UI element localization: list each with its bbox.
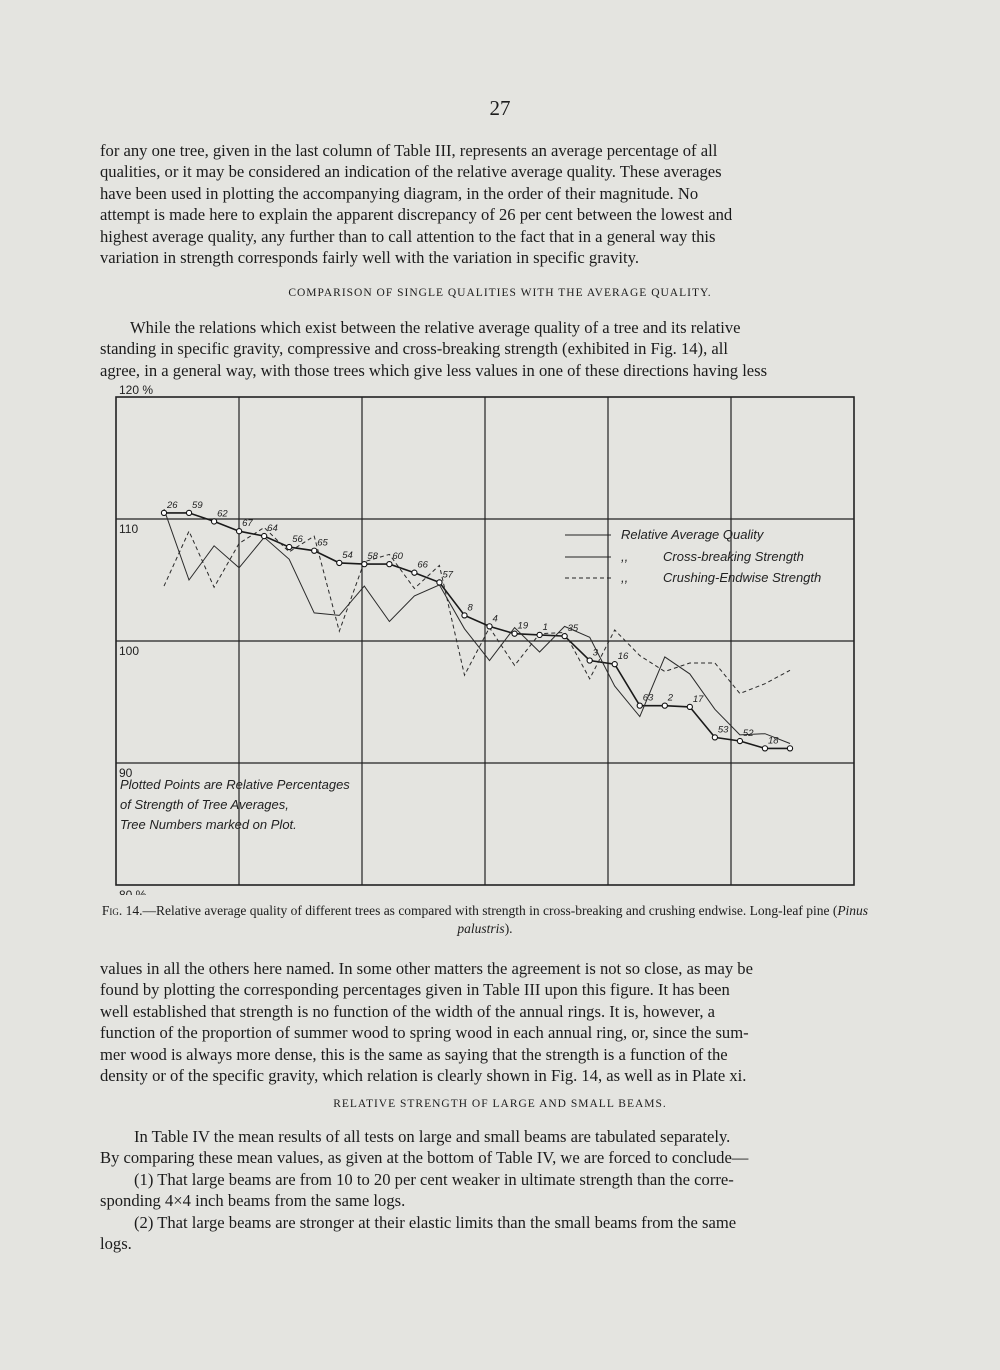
tree-number-label: 3 bbox=[592, 647, 598, 659]
data-point bbox=[337, 560, 342, 565]
paragraph-comparison bbox=[100, 317, 868, 381]
text-line: density or of the specific gravity, which relation is clearly shown in Fig. 14, as well as in Plate xi. bbox=[100, 1066, 747, 1086]
data-point bbox=[387, 562, 392, 567]
data-point bbox=[462, 613, 467, 618]
tree-number-label: 59 bbox=[192, 499, 203, 511]
paragraph-beams bbox=[100, 1126, 868, 1254]
page-number: 27 bbox=[489, 96, 511, 120]
text-line: variation in strength corresponds fairly well with the variation in specific gravity. bbox=[100, 248, 639, 268]
series-line-2 bbox=[164, 509, 790, 743]
tree-number-label: 18 bbox=[767, 735, 779, 747]
text-line: sponding 4×4 inch beams from the same logs. bbox=[100, 1191, 406, 1211]
data-point bbox=[412, 570, 417, 575]
caption-fig-label: Fig. 14. bbox=[101, 903, 143, 918]
data-point bbox=[237, 529, 242, 534]
data-point bbox=[787, 746, 792, 751]
tree-number-label: 63 bbox=[642, 692, 654, 704]
text-line: attempt is made here to explain the apparent discrepancy of 26 per cent between the lowest and bbox=[100, 205, 733, 225]
tree-number-label: 26 bbox=[167, 499, 178, 511]
chart-note-line: of Strength of Tree Averages, bbox=[120, 797, 289, 812]
data-point bbox=[637, 703, 642, 708]
section-heading: RELATIVE STRENGTH OF LARGE AND SMALL BEAMS. bbox=[333, 1098, 667, 1110]
text-line: values in all the others here named. In some other matters the agreement is not so close, as may be bbox=[100, 959, 753, 978]
data-point bbox=[287, 544, 292, 549]
data-point bbox=[762, 746, 767, 751]
data-point bbox=[687, 704, 692, 709]
data-point bbox=[362, 562, 367, 567]
text-line: for any one tree, given in the last column of Table III, represents an average percentage of all bbox=[100, 141, 718, 160]
text-line: function of the proportion of summer wood to spring wood in each annual ring, or, since the sum- bbox=[100, 1023, 749, 1043]
tree-number-label: 17 bbox=[692, 693, 704, 705]
section-heading: COMPARISON OF SINGLE QUALITIES WITH THE AVERAGE QUALITY. bbox=[288, 287, 712, 299]
text-line: well established that strength is no function of the width of the annual rings. It is, however, a bbox=[100, 1001, 716, 1021]
text-line: By comparing these mean values, as given at the bottom of Table IV, we are forced to conclude— bbox=[100, 1148, 749, 1168]
tree-number-label: 16 bbox=[617, 651, 629, 663]
text-line: highest average quality, any further than to call attention to the fact that in a general way this bbox=[100, 226, 716, 246]
tree-number-label: 62 bbox=[217, 508, 228, 520]
legend-mark: ,, bbox=[621, 549, 629, 564]
text-line: found by plotting the corresponding percentages given in Table III upon this figure. It has been bbox=[100, 980, 730, 1000]
paragraph-density bbox=[100, 958, 868, 1086]
text-line: In Table IV the mean results of all tests on large and small beams are tabulated separately. bbox=[134, 1127, 731, 1146]
tree-number-label: 56 bbox=[292, 534, 303, 546]
tree-number-label: 4 bbox=[492, 613, 498, 625]
tree-number-label: 57 bbox=[442, 569, 454, 581]
y-tick-label: 120 % bbox=[119, 385, 154, 397]
tree-number-label: 1 bbox=[542, 621, 548, 633]
data-point bbox=[161, 510, 166, 515]
text-line: While the relations which exist between the relative average quality of a tree and its relative bbox=[130, 318, 741, 337]
tree-number-label: 66 bbox=[417, 559, 428, 571]
tree-number-label: 58 bbox=[367, 551, 378, 563]
tree-number-label: 54 bbox=[342, 549, 353, 561]
tree-number-label: 35 bbox=[567, 623, 579, 635]
text-line: (1) That large beams are from 10 to 20 per cent weaker in ultimate strength than the corre- bbox=[134, 1169, 734, 1189]
tree-number-label: 67 bbox=[242, 518, 253, 530]
data-point bbox=[662, 703, 667, 708]
data-point bbox=[587, 658, 592, 663]
text-line: (2) That large beams are stronger at their elastic limits than the small beams from the same bbox=[134, 1212, 737, 1232]
tree-number-label: 19 bbox=[517, 620, 529, 632]
data-point bbox=[211, 519, 216, 524]
legend-mark: ,, bbox=[621, 570, 629, 585]
tree-number-label: 8 bbox=[467, 602, 473, 614]
data-point bbox=[487, 624, 492, 629]
data-point bbox=[612, 662, 617, 667]
tree-number-label: 52 bbox=[742, 728, 754, 740]
caption-species: Pinus palustris bbox=[457, 903, 869, 936]
y-tick-label: 80 % bbox=[119, 888, 147, 895]
text-line: qualities, or it may be considered an indication of the relative average quality. These averages bbox=[100, 162, 722, 182]
legend-label: Relative Average Quality bbox=[621, 527, 764, 542]
tree-number-label: 53 bbox=[717, 724, 729, 736]
tree-number-label: 64 bbox=[267, 523, 278, 535]
caption-end: ). bbox=[504, 921, 513, 936]
chart-note-line: Tree Numbers marked on Plot. bbox=[120, 817, 297, 832]
intro-paragraph bbox=[100, 140, 868, 268]
figure-14-chart bbox=[100, 385, 870, 895]
text-line: logs. bbox=[100, 1234, 132, 1254]
data-point bbox=[312, 548, 317, 553]
y-tick-label: 100 bbox=[119, 644, 140, 658]
text-line: agree, in a general way, with those trees which give less values in one of these directions having less bbox=[100, 360, 768, 380]
data-point bbox=[512, 631, 517, 636]
data-point bbox=[562, 634, 567, 639]
legend-label: Crushing-Endwise Strength bbox=[663, 570, 822, 585]
legend-label: Cross-breaking Strength bbox=[663, 549, 804, 564]
text-line: standing in specific gravity, compressive and cross-breaking strength (exhibited in Fig. 14), all bbox=[100, 339, 728, 359]
data-point bbox=[437, 580, 442, 585]
chart-note-line: Plotted Points are Relative Percentages bbox=[120, 777, 350, 792]
data-point bbox=[262, 533, 267, 538]
data-point bbox=[737, 738, 742, 743]
tree-number-label: 60 bbox=[392, 551, 403, 563]
y-tick-label: 110 bbox=[119, 522, 139, 536]
caption-text: —Relative average quality of different trees as compared with strength in cross-breaking and crushing endwise. Long-leaf pine ( bbox=[142, 903, 838, 918]
y-tick-label: 90 bbox=[119, 766, 133, 780]
text-line: mer wood is always more dense, this is the same as saying that the strength is a function of the bbox=[100, 1044, 728, 1064]
tree-number-label: 65 bbox=[317, 537, 328, 549]
chart-svg bbox=[100, 385, 870, 895]
tree-number-label: 2 bbox=[667, 692, 674, 704]
figure-caption bbox=[100, 902, 870, 938]
data-point bbox=[186, 510, 191, 515]
text-line: have been used in plotting the accompanying diagram, in the order of their magnitude. No bbox=[100, 183, 699, 203]
data-point bbox=[537, 632, 542, 637]
data-point bbox=[712, 735, 717, 740]
